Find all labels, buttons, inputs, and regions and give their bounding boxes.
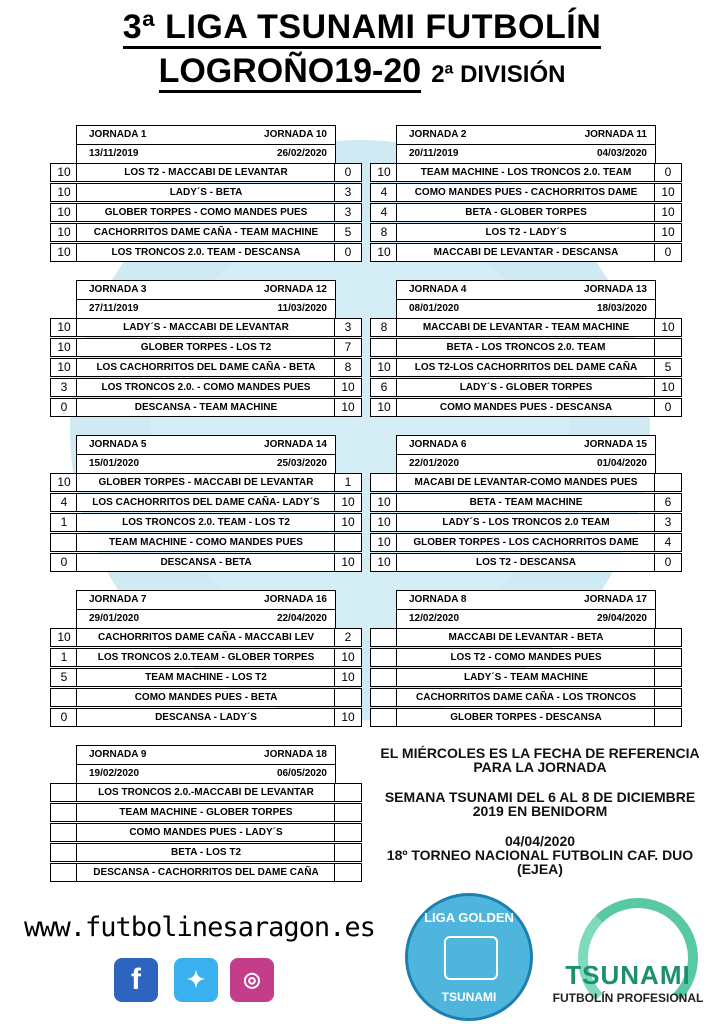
- round-date: 22/01/2020: [409, 458, 460, 469]
- away-score: [654, 628, 682, 647]
- match-row: CACHORRITOS DAME CAÑA - MACCABI LEV: [76, 628, 336, 647]
- round-header: [396, 590, 656, 629]
- match-row: MACCABI DE LEVANTAR - BETA: [396, 628, 656, 647]
- home-score: 0: [50, 553, 78, 572]
- match-row: LADY´S - LOS TRONCOS 2.0 TEAM: [396, 513, 656, 532]
- round-label-return: JORNADA 15: [584, 439, 647, 450]
- match-row: LADY´S - BETA: [76, 183, 336, 202]
- home-score: [370, 668, 398, 687]
- round-label: JORNADA 2: [409, 129, 467, 140]
- match-row: LOS T2 - MACCABI DE LEVANTAR: [76, 163, 336, 182]
- round-label-return: JORNADA 13: [584, 284, 647, 295]
- round-header: [76, 435, 336, 474]
- home-score: 4: [50, 493, 78, 512]
- website-link[interactable]: www.futbolinesaragon.es: [24, 912, 375, 943]
- round-date-return: 11/03/2020: [277, 303, 327, 314]
- away-score: 5: [334, 223, 362, 242]
- away-score: 10: [334, 398, 362, 417]
- home-score: 10: [370, 513, 398, 532]
- home-score: 0: [50, 708, 78, 727]
- round-header: [396, 280, 656, 319]
- match-row: DESCANSA - LADY´S: [76, 708, 336, 727]
- round-date: 27/11/2019: [89, 303, 139, 314]
- round-date-return: 26/02/2020: [276, 148, 327, 159]
- info-note-reference: EL MIÉRCOLES ES LA FECHA DE REFERENCIA PARA LA JORNADA: [380, 745, 700, 775]
- home-score: [50, 803, 78, 822]
- match-row: DESCANSA - BETA: [76, 553, 336, 572]
- match-row: TEAM MACHINE - COMO MANDES PUES: [76, 533, 336, 552]
- round-date: 12/02/2020: [409, 613, 460, 624]
- home-score: 10: [50, 163, 78, 182]
- match-row: LOS CACHORRITOS DEL DAME CAÑA - BETA: [76, 358, 336, 377]
- away-score: 10: [654, 378, 682, 397]
- home-score: 10: [370, 243, 398, 262]
- away-score: 4: [654, 533, 682, 552]
- match-row: COMO MANDES PUES - LADY´S: [76, 823, 336, 842]
- away-score: [654, 648, 682, 667]
- match-row: TEAM MACHINE - LOS T2: [76, 668, 336, 687]
- home-score: 4: [370, 183, 398, 202]
- match-row: BETA - LOS TRONCOS 2.0. TEAM: [396, 338, 656, 357]
- home-score: 10: [50, 223, 78, 242]
- home-score: 6: [370, 378, 398, 397]
- home-score: 1: [50, 513, 78, 532]
- match-row: LOS T2 - COMO MANDES PUES: [396, 648, 656, 667]
- home-score: [370, 708, 398, 727]
- match-row: GLOBER TORPES - LOS T2: [76, 338, 336, 357]
- match-row: GLOBER TORPES - DESCANSA: [396, 708, 656, 727]
- tsunami-logo-sub: FUTBOLÍN PROFESIONAL: [552, 991, 704, 1005]
- home-score: 10: [50, 338, 78, 357]
- away-score: 10: [334, 708, 362, 727]
- info-note-date: 04/04/2020: [504, 833, 576, 849]
- away-score: 5: [654, 358, 682, 377]
- away-score: 0: [654, 398, 682, 417]
- round-label: JORNADA 4: [409, 284, 467, 295]
- round-date-return: 06/05/2020: [276, 768, 327, 779]
- match-row: LOS T2-LOS CACHORRITOS DEL DAME CAÑA: [396, 358, 656, 377]
- match-row: DESCANSA - CACHORRITOS DEL DAME CAÑA: [76, 863, 336, 882]
- round-label-return: JORNADA 18: [264, 749, 327, 760]
- home-score: 1: [50, 648, 78, 667]
- round-date: 20/11/2019: [409, 148, 459, 159]
- away-score: [654, 708, 682, 727]
- info-note-tournament: 18º TORNEO NACIONAL FUTBOLIN CAF. DUO (EJEA): [386, 847, 694, 877]
- round-label: JORNADA 8: [409, 594, 467, 605]
- away-score: [334, 823, 362, 842]
- round-header: [76, 280, 336, 319]
- match-row: LADY´S - MACCABI DE LEVANTAR: [76, 318, 336, 337]
- round-label: JORNADA 3: [89, 284, 147, 295]
- match-row: GLOBER TORPES - LOS CACHORRITOS DAME: [396, 533, 656, 552]
- round-label: JORNADA 5: [89, 439, 147, 450]
- round-label: JORNADA 7: [89, 594, 147, 605]
- home-score: 10: [370, 163, 398, 182]
- page-title: 3ª LIGA TSUNAMI FUTBOLÍN: [0, 8, 724, 47]
- away-score: 3: [334, 203, 362, 222]
- match-row: LOS TRONCOS 2.0. TEAM - DESCANSA: [76, 243, 336, 262]
- away-score: [334, 688, 362, 707]
- home-score: [370, 648, 398, 667]
- round-date: 19/02/2020: [89, 768, 140, 779]
- round-label: JORNADA 1: [89, 129, 147, 140]
- match-row: MACCABI DE LEVANTAR - TEAM MACHINE: [396, 318, 656, 337]
- match-row: LADY´S - TEAM MACHINE: [396, 668, 656, 687]
- home-score: [50, 843, 78, 862]
- away-score: 10: [334, 648, 362, 667]
- home-score: [370, 628, 398, 647]
- round-label-return: JORNADA 17: [584, 594, 647, 605]
- home-score: 10: [50, 203, 78, 222]
- round-header: [396, 435, 656, 474]
- match-row: LOS T2 - LADY´S: [396, 223, 656, 242]
- match-row: DESCANSA - TEAM MACHINE: [76, 398, 336, 417]
- home-score: 4: [370, 203, 398, 222]
- round-label: JORNADA 9: [89, 749, 147, 760]
- home-score: 10: [370, 493, 398, 512]
- match-row: BETA - TEAM MACHINE: [396, 493, 656, 512]
- home-score: [370, 338, 398, 357]
- instagram-icon[interactable]: ◎: [230, 958, 274, 1002]
- match-row: COMO MANDES PUES - DESCANSA: [396, 398, 656, 417]
- twitter-icon[interactable]: ✦: [174, 958, 218, 1002]
- home-score: 10: [370, 398, 398, 417]
- page-subtitle: LOGROÑO19-20 2ª DIVISIÓN: [0, 52, 724, 91]
- round-date-return: 25/03/2020: [276, 458, 327, 469]
- match-row: LOS CACHORRITOS DEL DAME CAÑA- LADY´S: [76, 493, 336, 512]
- away-score: 8: [334, 358, 362, 377]
- logo-top-text: LIGA GOLDEN: [424, 910, 514, 925]
- home-score: 0: [50, 398, 78, 417]
- away-score: 10: [334, 668, 362, 687]
- round-label-return: JORNADA 10: [264, 129, 327, 140]
- liga-golden-logo: [405, 893, 533, 1021]
- round-header: [396, 125, 656, 164]
- away-score: 2: [334, 628, 362, 647]
- away-score: [334, 843, 362, 862]
- match-row: LOS TRONCOS 2.0. TEAM - LOS T2: [76, 513, 336, 532]
- home-score: 10: [370, 358, 398, 377]
- away-score: 10: [334, 493, 362, 512]
- home-score: [50, 823, 78, 842]
- away-score: [334, 533, 362, 552]
- tsunami-logo: [548, 960, 708, 1005]
- round-date: 08/01/2020: [409, 303, 460, 314]
- round-label-return: JORNADA 11: [584, 129, 647, 140]
- home-score: 10: [50, 628, 78, 647]
- home-score: [50, 783, 78, 802]
- away-score: [654, 473, 682, 492]
- home-score: 10: [50, 318, 78, 337]
- away-score: 10: [654, 318, 682, 337]
- away-score: 0: [654, 553, 682, 572]
- match-row: LOS T2 - DESCANSA: [396, 553, 656, 572]
- match-row: COMO MANDES PUES - BETA: [76, 688, 336, 707]
- round-label-return: JORNADA 14: [264, 439, 327, 450]
- away-score: [654, 338, 682, 357]
- info-note-week: SEMANA TSUNAMI DEL 6 AL 8 DE DICIEMBRE 2019 EN BENIDORM: [384, 789, 696, 819]
- home-score: 8: [370, 223, 398, 242]
- tsunami-logo-name: TSUNAMI: [565, 960, 691, 990]
- match-row: TEAM MACHINE - LOS TRONCOS 2.0. TEAM: [396, 163, 656, 182]
- home-score: [50, 863, 78, 882]
- home-score: 10: [370, 553, 398, 572]
- home-score: [370, 688, 398, 707]
- round-date-return: 18/03/2020: [596, 303, 647, 314]
- away-score: 0: [654, 163, 682, 182]
- home-score: 8: [370, 318, 398, 337]
- home-score: [370, 473, 398, 492]
- match-row: CACHORRITOS DAME CAÑA - TEAM MACHINE: [76, 223, 336, 242]
- round-header: [76, 590, 336, 629]
- away-score: 3: [334, 318, 362, 337]
- away-score: 10: [654, 223, 682, 242]
- away-score: 10: [334, 513, 362, 532]
- away-score: 10: [334, 553, 362, 572]
- match-row: BETA - GLOBER TORPES: [396, 203, 656, 222]
- match-row: GLOBER TORPES - MACCABI DE LEVANTAR: [76, 473, 336, 492]
- match-row: LOS TRONCOS 2.0. - COMO MANDES PUES: [76, 378, 336, 397]
- match-row: TEAM MACHINE - GLOBER TORPES: [76, 803, 336, 822]
- round-date-return: 01/04/2020: [596, 458, 647, 469]
- home-score: 10: [50, 358, 78, 377]
- home-score: 3: [50, 378, 78, 397]
- away-score: 10: [654, 203, 682, 222]
- away-score: 0: [654, 243, 682, 262]
- away-score: [654, 668, 682, 687]
- round-label-return: JORNADA 12: [264, 284, 327, 295]
- round-date: 15/01/2020: [89, 458, 140, 469]
- logo-bottom-text: TSUNAMI: [441, 990, 497, 1004]
- match-row: LADY´S - GLOBER TORPES: [396, 378, 656, 397]
- match-row: MACCABI DE LEVANTAR - DESCANSA: [396, 243, 656, 262]
- away-score: [334, 803, 362, 822]
- away-score: [334, 783, 362, 802]
- match-row: CACHORRITOS DAME CAÑA - LOS TRONCOS: [396, 688, 656, 707]
- home-score: [50, 533, 78, 552]
- home-score: 10: [50, 473, 78, 492]
- match-row: COMO MANDES PUES - CACHORRITOS DAME: [396, 183, 656, 202]
- home-score: 10: [50, 243, 78, 262]
- away-score: [334, 863, 362, 882]
- round-date: 13/11/2019: [89, 148, 139, 159]
- match-row: GLOBER TORPES - COMO MANDES PUES: [76, 203, 336, 222]
- away-score: 3: [334, 183, 362, 202]
- round-date-return: 29/04/2020: [596, 613, 647, 624]
- away-score: 1: [334, 473, 362, 492]
- home-score: 10: [50, 183, 78, 202]
- away-score: 6: [654, 493, 682, 512]
- away-score: 0: [334, 163, 362, 182]
- foosball-table-icon: [444, 936, 498, 980]
- round-date-return: 04/03/2020: [596, 148, 647, 159]
- facebook-icon[interactable]: f: [114, 958, 158, 1002]
- away-score: 3: [654, 513, 682, 532]
- round-label: JORNADA 6: [409, 439, 467, 450]
- away-score: [654, 688, 682, 707]
- away-score: 10: [654, 183, 682, 202]
- away-score: 7: [334, 338, 362, 357]
- away-score: 0: [334, 243, 362, 262]
- away-score: 10: [334, 378, 362, 397]
- round-label-return: JORNADA 16: [264, 594, 327, 605]
- match-row: BETA - LOS T2: [76, 843, 336, 862]
- round-header: [76, 745, 336, 784]
- round-date-return: 22/04/2020: [276, 613, 327, 624]
- match-row: LOS TRONCOS 2.0.-MACCABI DE LEVANTAR: [76, 783, 336, 802]
- match-row: LOS TRONCOS 2.0.TEAM - GLOBER TORPES: [76, 648, 336, 667]
- home-score: 5: [50, 668, 78, 687]
- round-header: [76, 125, 336, 164]
- round-date: 29/01/2020: [89, 613, 140, 624]
- home-score: 10: [370, 533, 398, 552]
- home-score: [50, 688, 78, 707]
- match-row: MACABI DE LEVANTAR-COMO MANDES PUES: [396, 473, 656, 492]
